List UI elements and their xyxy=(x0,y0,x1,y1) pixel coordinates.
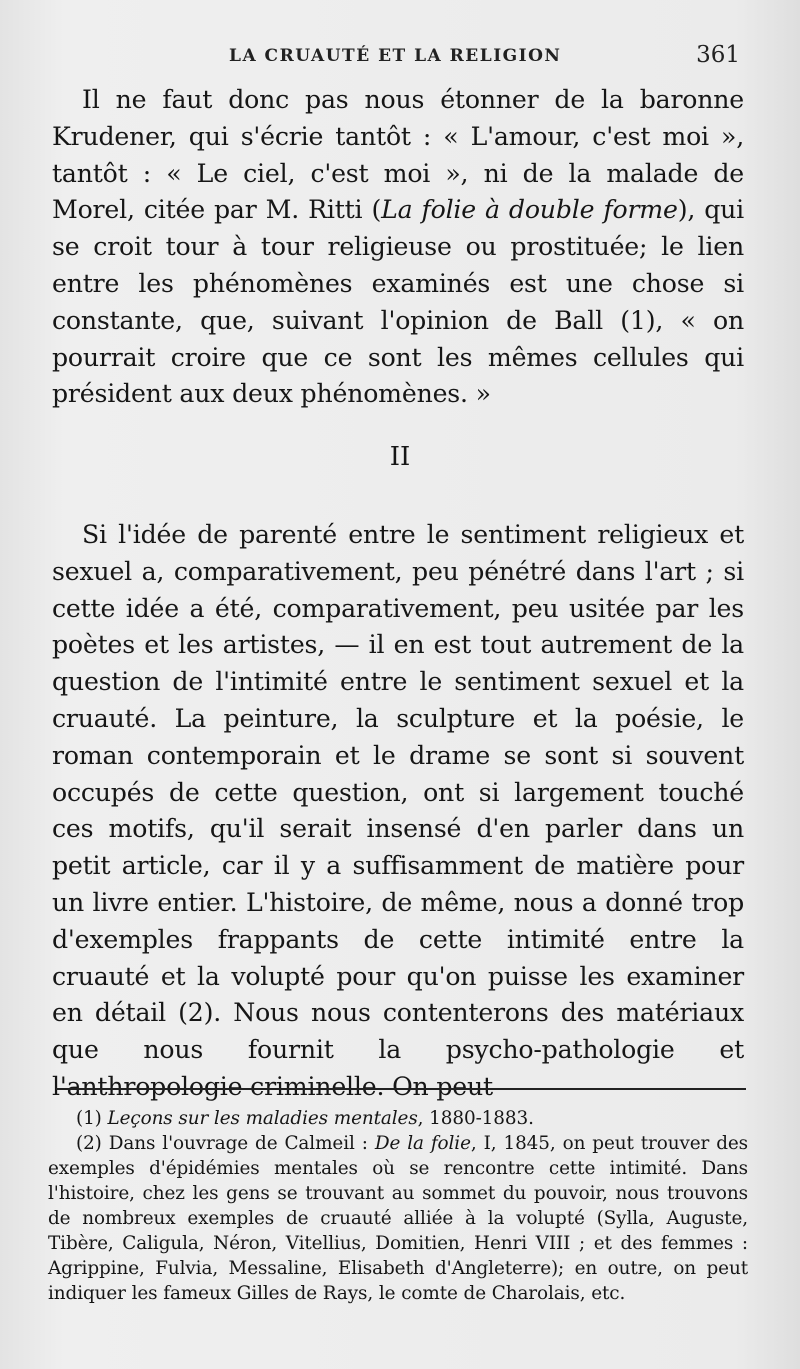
footnotes xyxy=(48,1106,748,1306)
paragraph-1-text-end: ), qui se croit tour à tour religieuse ou prostituée; le lien entre les phénomènes examinés est une chose si constante, que, suivant l'opinion de Ball (1), « on pourrait croire que ce sont les mêmes cellules qui président aux deux phénomènes. » xyxy=(52,195,744,409)
section-number: II xyxy=(389,442,411,472)
paragraph-1-text-start: Il ne faut donc pas nous étonner de la baronne Krudener, qui s'écrie tantôt : « L'amour, c'est moi », tantôt : « Le ciel, c'est moi », ni de la malade de Morel, citée par M. Ritti ( xyxy=(52,85,744,225)
footnote-1 xyxy=(48,1106,748,1131)
book-title-italic: La folie à double forme xyxy=(381,195,678,225)
footnote-2-title: De la folie xyxy=(374,1133,471,1154)
footnote-2 xyxy=(48,1131,748,1306)
running-title: LA CRUAUTÉ ET LA RELIGION xyxy=(229,46,562,66)
footnote-1-marker: (1) xyxy=(76,1108,108,1129)
page-number: 361 xyxy=(696,42,740,68)
footnote-divider xyxy=(56,1088,746,1090)
paragraph-2-text: Si l'idée de parenté entre le sentiment religieux et sexuel a, comparativement, peu pénétré dans l'art ; si cette idée a été, comparativement, peu usitée par les poètes et les artistes, — il en est tout autrement de la question de l'intimité entre le sentiment sexuel et la cruauté. La peinture, la sculpture et la poésie, le roman contemporain et le drame se sont si souvent occupés de cette question, ont si largement touché ces motifs, qu'il serait insensé d'en parler dans un petit article, car il y a suffisamment de matière pour un livre entier. L'histoire, de même, nous a donné trop d'exemples frappants de cette intimité entre la cruauté et la volupté pour qu'on puisse les examiner en détail (2). Nous nous contenterons des matériaux que nous fournit la psycho-pathologie et l'anthropologie criminelle. On peut xyxy=(52,520,744,1101)
paragraph-1 xyxy=(52,82,744,413)
footnote-2-marker: (2) Dans l'ouvrage de Calmeil : xyxy=(76,1133,375,1154)
footnote-2-rest: , I, 1845, on peut trouver des exemples d'épidémies mentales où se rencontre cette intimité. Dans l'histoire, chez les gens se trouvant au sommet du pouvoir, nous trouvons de nombreux exemples de cruauté alliée à la volupté (Sylla, Auguste, Tibère, Caligula, Néron, Vitellius, Domitien, Henri VIII ; et des femmes : Agrippine, Fulvia, Messaline, Elisabeth d'Angleterre); en outre, on peut indiquer les fameux Gilles de Rays, le comte de Charolais, etc. xyxy=(48,1133,748,1304)
paragraph-2 xyxy=(52,517,744,1106)
page-header xyxy=(54,42,740,72)
footnote-1-title: Leçons sur les maladies mentales xyxy=(107,1108,418,1129)
footnote-1-rest: , 1880-1883. xyxy=(417,1108,534,1129)
